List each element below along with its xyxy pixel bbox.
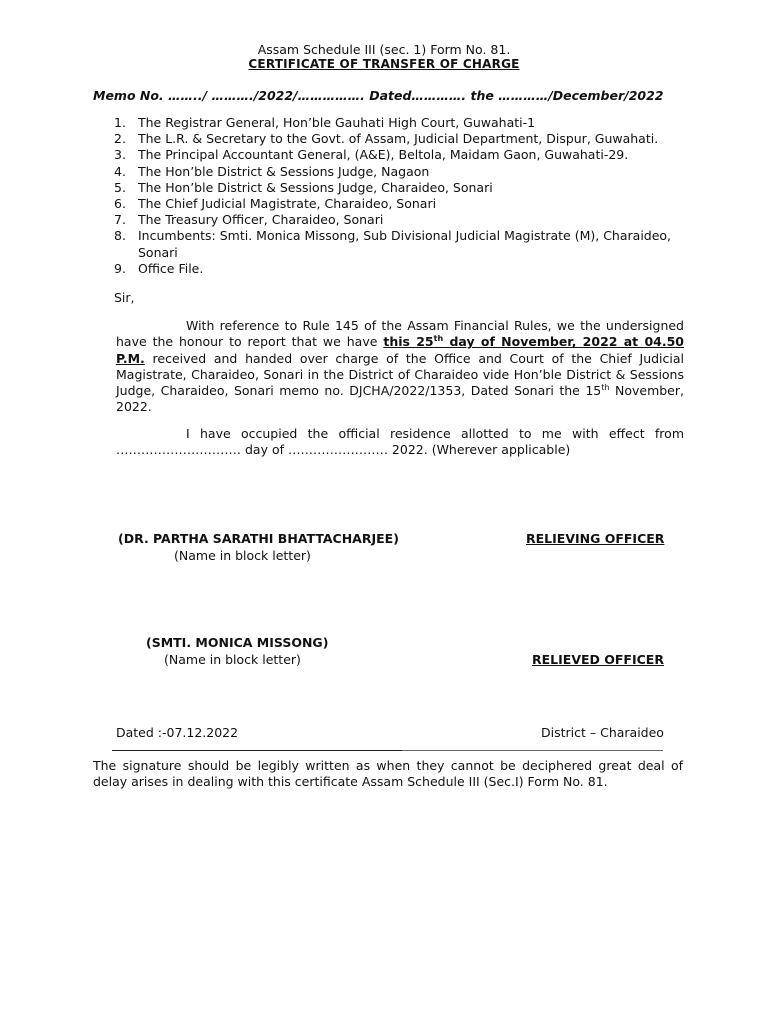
ordinal-suffix: th bbox=[433, 334, 444, 344]
item-number: 7. bbox=[114, 212, 126, 228]
body-paragraph-residence bbox=[116, 426, 684, 459]
list-item bbox=[114, 196, 684, 212]
list-item bbox=[114, 212, 684, 228]
list-item bbox=[114, 228, 684, 260]
item-number: 6. bbox=[114, 196, 126, 212]
item-text: The Principal Accountant General, (A&E), Beltola, Maidam Gaon, Guwahati-29. bbox=[138, 147, 629, 163]
memo-line: Memo No. ……../ ………./2022/……………. Dated…………. the …………/December/2022 bbox=[93, 88, 664, 103]
item-number: 4. bbox=[114, 163, 126, 179]
relieving-officer-label: RELIEVING OFFICER bbox=[526, 531, 665, 546]
item-number: 8. bbox=[114, 228, 126, 244]
list-item bbox=[114, 180, 684, 196]
list-item bbox=[114, 261, 684, 277]
item-text: Incumbents: Smti. Monica Missong, Sub Divisional Judicial Magistrate (M), Charaideo, Sonari bbox=[138, 228, 672, 260]
item-number: 9. bbox=[114, 260, 126, 276]
item-text: The Hon’ble District & Sessions Judge, Charaideo, Sonari bbox=[138, 179, 493, 195]
report-text-intro: With reference to Rule 145 of the Assam Financial Rules, we the undersigned have the honour to report that we have bbox=[116, 318, 684, 350]
relieving-officer-name: (DR. PARTHA SARATHI BHATTACHARJEE) bbox=[118, 531, 399, 546]
recipient-list bbox=[114, 115, 684, 277]
item-text: The Registrar General, Hon’ble Gauhati High Court, Guwahati-1 bbox=[138, 115, 536, 130]
salutation: Sir, bbox=[114, 290, 135, 305]
item-number: 1. bbox=[114, 115, 126, 130]
list-item bbox=[114, 164, 684, 180]
dated-field: Dated :-07.12.2022 bbox=[116, 725, 239, 740]
list-item bbox=[114, 115, 684, 131]
list-item bbox=[114, 131, 684, 147]
item-text: Office File. bbox=[138, 260, 204, 276]
residence-text: I have occupied the official residence allotted to me with effect from ………………………… day of …………………… 2022. (Wherever applicable) bbox=[116, 426, 684, 458]
district-field: District – Charaideo bbox=[541, 725, 664, 740]
relieving-name-note: (Name in block letter) bbox=[174, 548, 311, 563]
ordinal-suffix: th bbox=[601, 383, 610, 393]
report-text-body: received and handed over charge of the Office and Court of the Chief Judicial Magistrate, Charaideo, Sonari in the District of Charaideo vide Hon’ble District & Sessions Judge, Charaideo, Sonari memo no. DJCHA/2022/1353, Dated Sonari the 15 bbox=[116, 350, 684, 399]
item-text: The L.R. & Secretary to the Govt. of Assam, Judicial Department, Dispur, Guwahati. bbox=[138, 131, 659, 147]
item-number: 2. bbox=[114, 131, 126, 147]
footer-note: The signature should be legibly written as when they cannot be deciphered great deal of delay arises in dealing with this certificate Assam Schedule III (Sec.I) Form No. 81. bbox=[93, 758, 683, 790]
item-text: The Chief Judicial Magistrate, Charaideo, Sonari bbox=[138, 196, 437, 212]
item-number: 5. bbox=[114, 179, 126, 195]
body-paragraph-report bbox=[116, 318, 684, 416]
report-date-day: this 25 bbox=[383, 334, 434, 350]
list-item bbox=[114, 147, 684, 163]
item-text: The Treasury Officer, Charaideo, Sonari bbox=[138, 212, 384, 228]
document-title: CERTIFICATE OF TRANSFER OF CHARGE bbox=[248, 57, 520, 71]
form-reference: Assam Schedule III (sec. 1) Form No. 81. bbox=[257, 42, 511, 57]
report-text-end: November, 2022. bbox=[116, 383, 684, 415]
item-number: 3. bbox=[114, 147, 126, 163]
relieved-officer-name: (SMTI. MONICA MISSONG) bbox=[146, 635, 329, 650]
relieved-name-note: (Name in block letter) bbox=[164, 652, 301, 667]
item-text: The Hon’ble District & Sessions Judge, Nagaon bbox=[138, 163, 430, 179]
relieved-officer-label: RELIEVED OFFICER bbox=[532, 652, 664, 667]
report-date-rest: day of November, 2022 at 04.50 P.M. bbox=[116, 334, 684, 366]
divider-accent bbox=[112, 750, 402, 751]
